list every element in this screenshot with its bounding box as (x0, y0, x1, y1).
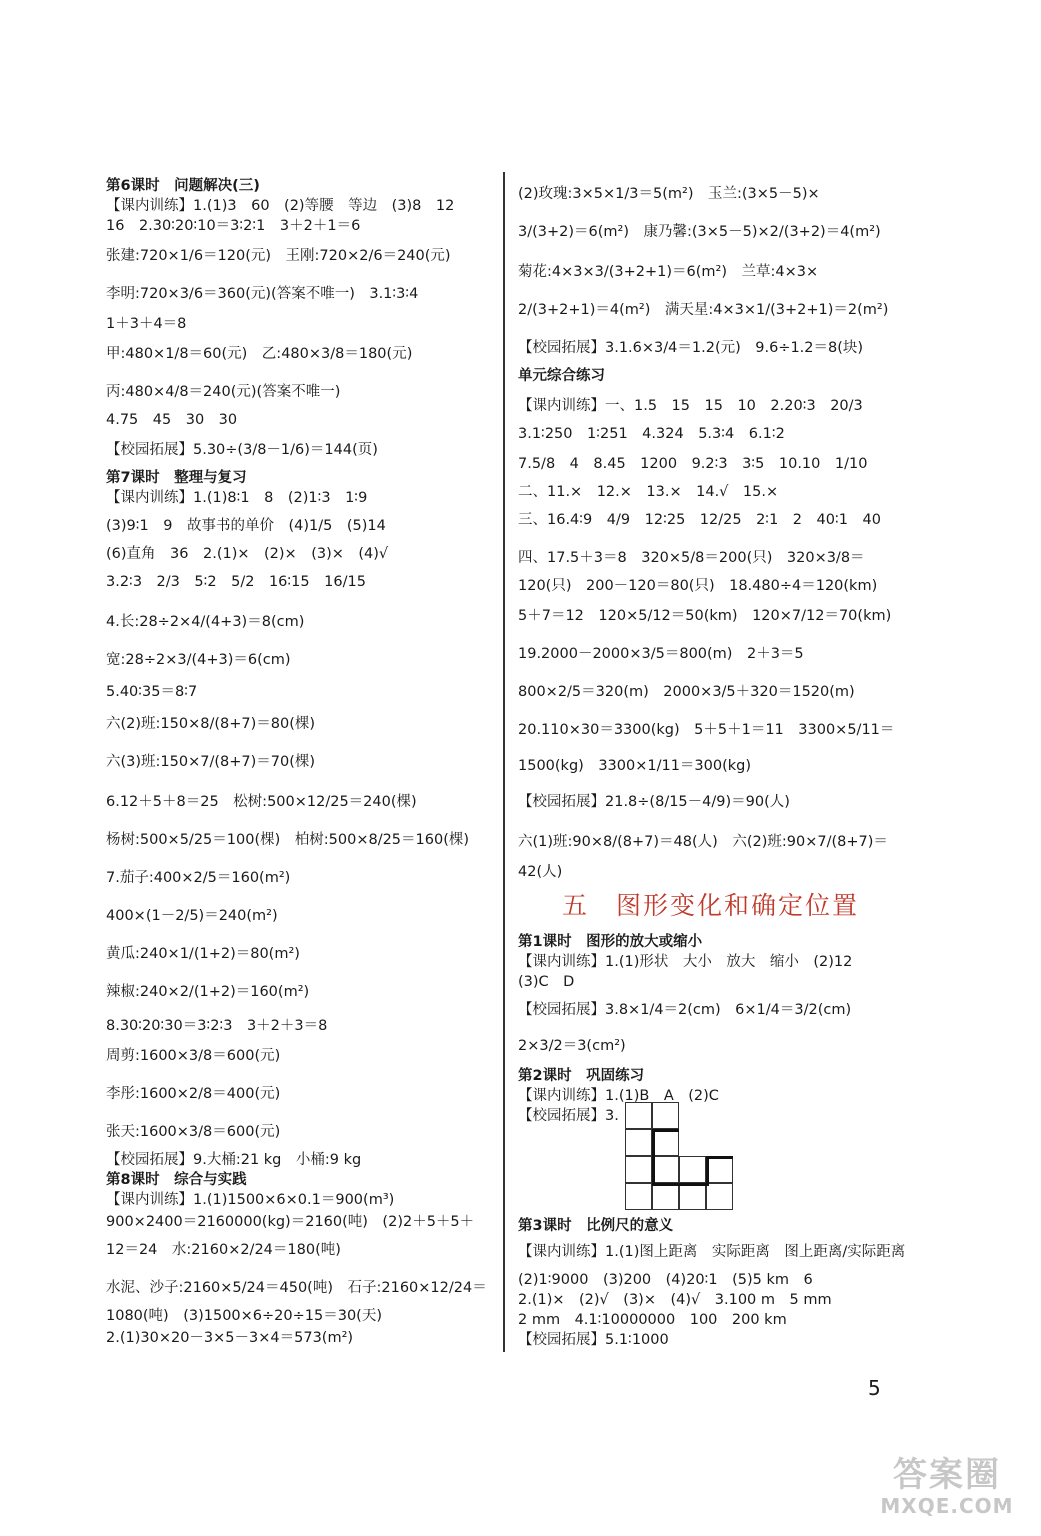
answer-line: 【校园拓展】3.8×1/4＝2(cm) 6×1/4＝3/2(cm) (518, 1002, 852, 1018)
answer-line: 4.75 45 30 30 (106, 412, 238, 428)
answer-line: 【课内训练】一、1.5 15 15 10 2.20∶3 20/3 (518, 398, 863, 414)
answer-line: 800×2/5＝320(m) 2000×3/5＋320＝1520(m) (518, 684, 855, 700)
answer-line: 周剪:1600×3/8＝600(元) (106, 1048, 281, 1064)
answer-line: 7.5/8 4 8.45 1200 9.2∶3 3∶5 10.10 1/10 (518, 456, 868, 472)
answer-line: 2.(1)30×20－3×5－3×4＝573(m²) (106, 1330, 354, 1346)
answer-line: 2/(3+2+1)＝4(m²) 满天星:4×3×1/(3+2+1)＝2(m²) (518, 302, 889, 318)
answer-line: 19.2000－2000×3/5＝800(m) 2＋3＝5 (518, 646, 804, 662)
answer-line: 3/(3+2)＝6(m²) 康乃馨:(3×5－5)×2/(3+2)＝4(m²) (518, 224, 881, 240)
answer-line: 7.茄子:400×2/5＝160(m²) (106, 870, 291, 886)
chapter-title: 五 图形变化和确定位置 (562, 891, 860, 920)
answer-line: 四、17.5＋3＝8 320×5/8＝200(只) 320×3/8＝ (518, 550, 865, 566)
answer-line: 李彤:1600×2/8＝400(元) (106, 1086, 281, 1102)
answer-line: 六(1)班:90×8/(8+7)＝48(人) 六(2)班:90×7/(8+7)＝ (518, 834, 888, 850)
answer-line: 20.110×30＝3300(kg) 5＋5＋1＝11 3300×5/11＝ (518, 722, 895, 738)
watermark-url: MXQE.COM (880, 1494, 1014, 1518)
answer-line: 2.(1)× (2)√ (3)× (4)√ 3.100 m 5 mm (518, 1292, 832, 1308)
answer-line: 张建:720×1/6＝120(元) 王刚:720×2/6＝240(元) (106, 248, 451, 264)
answer-line: 1500(kg) 3300×1/11＝300(kg) (518, 758, 752, 774)
answer-line: 【校园拓展】21.8÷(8/15－4/9)＝90(人) (518, 794, 790, 810)
answer-line: 【校园拓展】3.1.6×3/4＝1.2(元) 9.6÷1.2＝8(块) (518, 340, 864, 356)
answer-line: 宽:28÷2×3/(4+3)＝6(cm) (106, 652, 291, 668)
answer-line: 8.30∶20∶30＝3∶2∶3 3＋2＋3＝8 (106, 1018, 328, 1034)
lesson-3-heading: 第3课时 比例尺的意义 (518, 1218, 674, 1234)
answer-line: 6.12＋5＋8＝25 松树:500×12/25＝240(棵) (106, 794, 417, 810)
answer-line: 二、11.× 12.× 13.× 14.√ 15.× (518, 484, 779, 500)
answer-line: 2 mm 4.1∶10000000 100 200 km (518, 1312, 787, 1328)
answer-line: 400×(1－2/5)＝240(m²) (106, 908, 278, 924)
answer-line: 【校园拓展】9.大桶:21 kg 小桶:9 kg (106, 1152, 362, 1168)
watermark-logo-text: 答案圈 (893, 1455, 1001, 1495)
answer-line: 【课内训练】1.(1)3 60 (2)等腰 等边 (3)8 12 (106, 198, 455, 214)
answer-line: 【课内训练】1.(1)8∶1 8 (2)1∶3 1∶9 (106, 490, 368, 506)
answer-line: (2)玫瑰:3×5×1/3＝5(m²) 玉兰:(3×5－5)× (518, 186, 820, 202)
answer-line: 3.2∶3 2/3 5∶2 5/2 16∶15 16/15 (106, 574, 366, 590)
answer-line: 42(人) (518, 864, 563, 880)
answer-line: 5＋7＝12 120×5/12＝50(km) 120×7/12＝70(km) (518, 608, 892, 624)
lesson-8-heading: 第8课时 综合与实践 (106, 1172, 247, 1188)
answer-line: (2)1∶9000 (3)200 (4)20∶1 (5)5 km 6 (518, 1272, 813, 1288)
answer-line: 六(3)班:150×7/(8+7)＝70(棵) (106, 754, 316, 770)
watermark-logo (872, 1456, 1022, 1518)
answer-line: 3.1∶250 1∶251 4.324 5.3∶4 6.1∶2 (518, 426, 785, 442)
column-divider (503, 172, 505, 1352)
answer-line: 李明:720×3/6＝360(元)(答案不唯一) 3.1∶3∶4 (106, 286, 419, 302)
answer-line: 5.40∶35＝8∶7 (106, 684, 198, 700)
answer-line: 三、16.4∶9 4/9 12∶25 12/25 2∶1 2 40∶1 40 (518, 512, 881, 528)
answer-line: 黄瓜:240×1/(1+2)＝80(m²) (106, 946, 300, 962)
answer-line: 张天:1600×3/8＝600(元) (106, 1124, 281, 1140)
answer-line: 【课内训练】1.(1)1500×6×0.1＝900(m³) (106, 1192, 395, 1208)
answer-line: (3)9∶1 9 故事书的单价 (4)1/5 (5)14 (106, 518, 386, 534)
answer-line: (6)直角 36 2.(1)× (2)× (3)× (4)√ (106, 546, 389, 562)
answer-line: 【校园拓展】5.30÷(3/8－1/6)＝144(页) (106, 442, 378, 458)
answer-line: 1080(吨) (3)1500×6÷20÷15＝30(天) (106, 1308, 382, 1324)
answer-line: 12＝24 水:2160×2/24＝180(吨) (106, 1242, 341, 1258)
answer-line: 水泥、沙子:2160×5/24＝450(吨) 石子:2160×12/24＝ (106, 1280, 487, 1296)
answer-line: 甲:480×1/8＝60(元) 乙:480×3/8＝180(元) (106, 346, 413, 362)
answer-line: 4.长:28÷2×4/(4+3)＝8(cm) (106, 614, 305, 630)
answer-line: 杨树:500×5/25＝100(棵) 柏树:500×8/25＝160(棵) (106, 832, 470, 848)
lesson-7-heading: 第7课时 整理与复习 (106, 470, 247, 486)
page-number: 5 (868, 1376, 881, 1400)
answer-line: 辣椒:240×2/(1+2)＝160(m²) (106, 984, 310, 1000)
answer-line: 【课内训练】1.(1)形状 大小 放大 缩小 (2)12 (518, 954, 853, 970)
answer-line: 1＋3＋4＝8 (106, 316, 187, 332)
unit-review-heading: 单元综合练习 (518, 368, 605, 384)
answer-line: 【课内训练】1.(1)图上距离 实际距离 图上距离/实际距离 (518, 1244, 906, 1260)
lesson-1-heading: 第1课时 图形的放大或缩小 (518, 934, 703, 950)
lesson-6-heading: 第6课时 问题解决(三) (106, 178, 260, 194)
answer-line: 16 2.30∶20∶10＝3∶2∶1 3＋2＋1＝6 (106, 218, 361, 234)
answer-line: 丙:480×4/8＝240(元)(答案不唯一) (106, 384, 341, 400)
answer-line: 【校园拓展】5.1∶1000 (518, 1332, 669, 1348)
answer-line: 菊花:4×3×3/(3+2+1)＝6(m²) 兰草:4×3× (518, 264, 819, 280)
answer-line: 【课内训练】1.(1)B A (2)C (518, 1088, 719, 1104)
lesson-2-heading: 第2课时 巩固练习 (518, 1068, 645, 1084)
answer-line: 六(2)班:150×8/(8+7)＝80(棵) (106, 716, 316, 732)
answer-line: 【校园拓展】3. (518, 1108, 619, 1124)
answer-line: 2×3/2＝3(cm²) (518, 1038, 626, 1054)
answer-line: (3)C D (518, 974, 575, 990)
answer-line: 120(只) 200－120＝80(只) 18.480÷4＝120(km) (518, 578, 878, 594)
answer-line: 900×2400＝2160000(kg)＝2160(吨) (2)2＋5＋5＋ (106, 1214, 475, 1230)
